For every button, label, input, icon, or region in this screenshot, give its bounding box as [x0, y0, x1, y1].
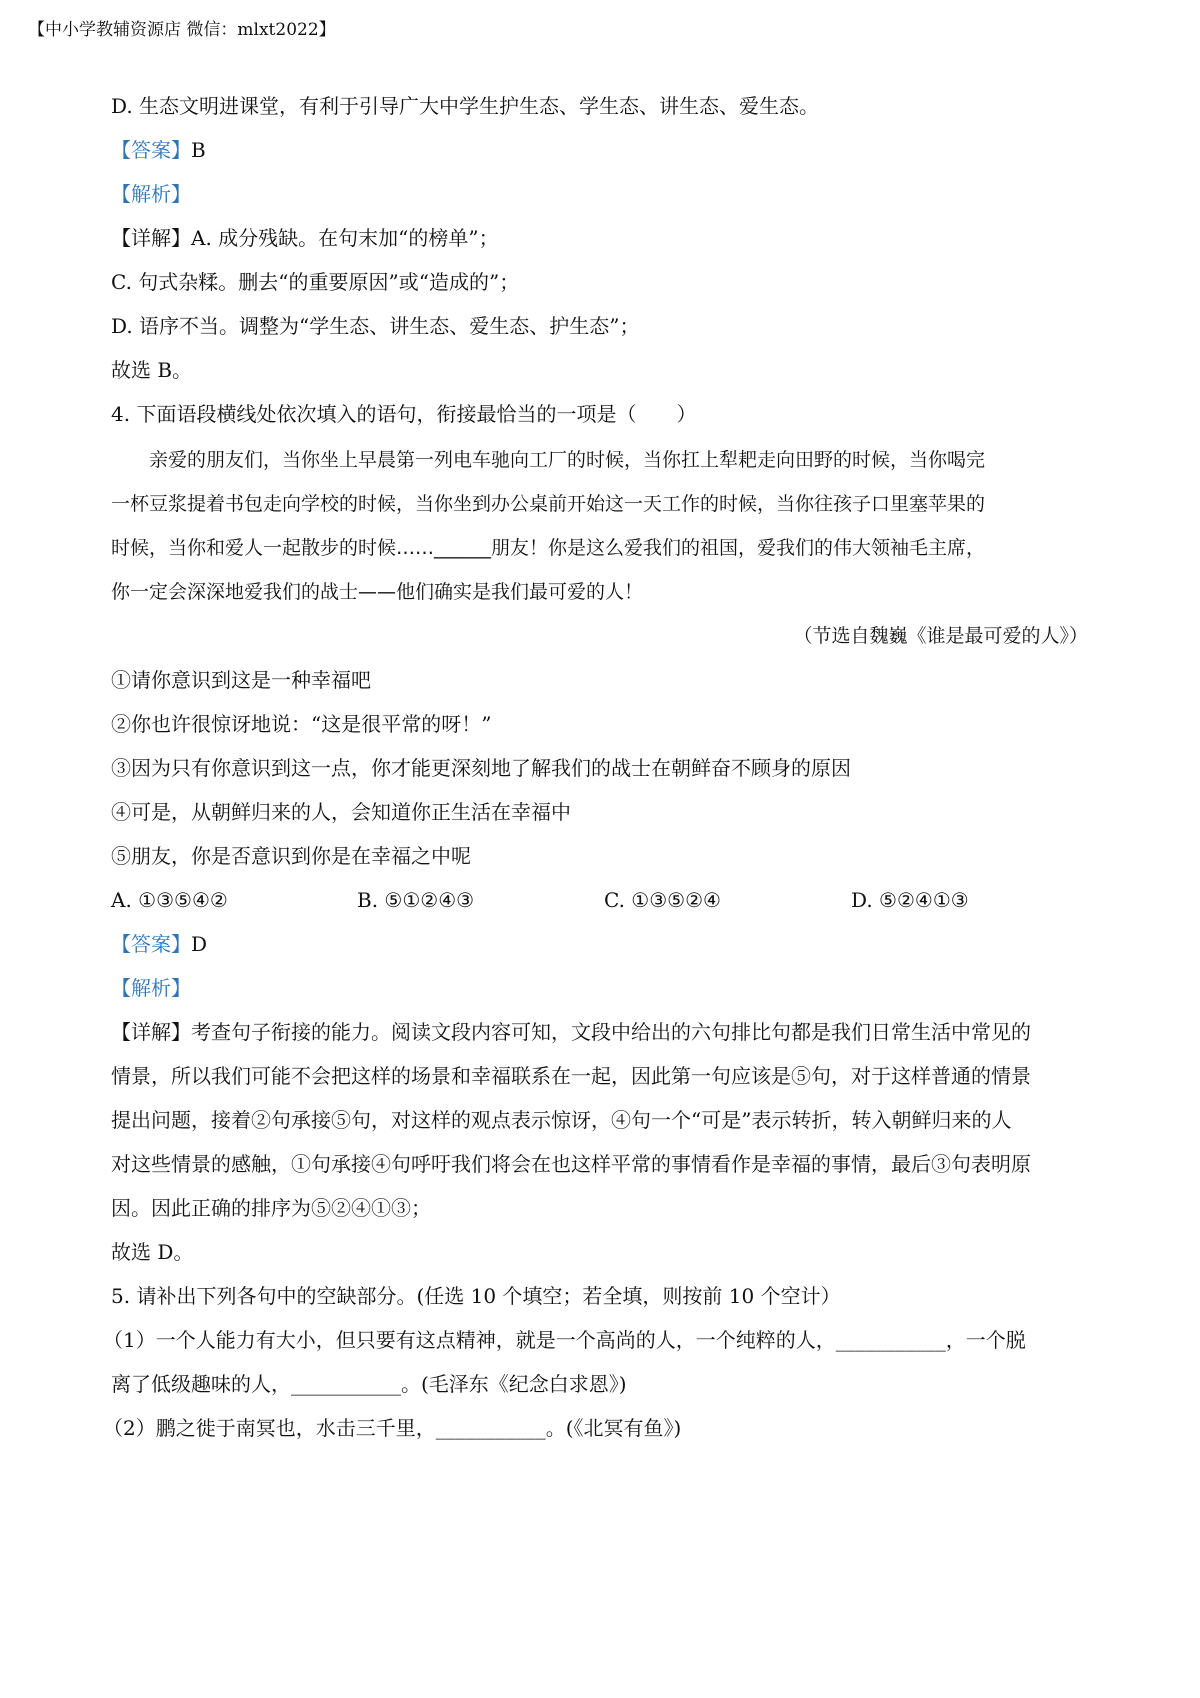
q4-option-a: A. ①③⑤④② — [111, 888, 228, 912]
q3-conclusion: 故选 B。 — [111, 358, 193, 382]
q4-analysis-tag: 【解析】 — [111, 976, 191, 1000]
q5-item-1-line-2: 离了低级趣味的人，___________。(毛泽东《纪念白求恩》) — [111, 1372, 627, 1396]
q4-answer: D — [191, 932, 208, 956]
q4-detail-line: 【详解】考查句子衔接的能力。阅读文段内容可知，文段中给出的六句排比句都是我们日常生活中常见的 — [111, 1020, 1031, 1044]
q3-detail-line-2: C. 句式杂糅。删去“的重要原因”或“造成的”； — [111, 270, 520, 294]
q4-sentence-3: ③因为只有你意识到这一点，你才能更深刻地了解我们的战士在朝鲜奋不顾身的原因 — [111, 756, 851, 780]
page-header: 【中小学教辅资源店 微信：mlxt2022】 — [28, 20, 336, 40]
answer-tag: 【答案】 — [111, 138, 191, 162]
q4-sentence-4: ④可是，从朝鲜归来的人，会知道你正生活在幸福中 — [111, 800, 571, 824]
q5-item-1-line-1: （1）一个人能力有大小，但只要有这点精神，就是一个高尚的人，一个纯粹的人，___________，一个脱 — [103, 1328, 1026, 1352]
q4-passage-line: 你一定会深深地爱我们的战士——他们确实是我们最可爱的人！ — [111, 581, 644, 603]
q4-source: （节选自魏巍《谁是最可爱的人》） — [793, 625, 1088, 647]
q4-answer-line — [111, 930, 207, 958]
q4-detail-line: 情景，所以我们可能不会把这样的场景和幸福联系在一起，因此第一句应该是⑤句，对于这样普通的情景 — [111, 1064, 1031, 1088]
q4-passage-line: 亲爱的朋友们，当你坐上早晨第一列电车驰向工厂的时候，当你扛上犁耙走向田野的时候，当你喝完 — [111, 449, 986, 471]
q4-option-c: C. ①③⑤②④ — [604, 888, 721, 912]
q3-option-d: D. 生态文明进课堂，有利于引导广大中学生护生态、学生态、讲生态、爱生态。 — [111, 94, 820, 118]
detail-tag: 【详解】 — [111, 1020, 191, 1044]
q4-stem: 4. 下面语段横线处依次填入的语句，衔接最恰当的一项是（ ） — [111, 402, 697, 426]
q4-detail-line: 对这些情景的感触，①句承接④句呼吁我们将会在也这样平常的事情看作是幸福的事情，最后③句表明原 — [111, 1152, 1031, 1176]
q3-answer: B — [191, 138, 206, 162]
q4-sentence-2: ②你也许很惊讶地说：“这是很平常的呀！” — [111, 712, 492, 736]
answer-tag: 【答案】 — [111, 932, 191, 956]
q4-passage-line: 一杯豆浆提着书包走向学校的时候，当你坐到办公桌前开始这一天工作的时候，当你往孩子口里塞苹果的 — [111, 493, 986, 515]
q3-answer-line — [111, 136, 206, 164]
q3-analysis-tag: 【解析】 — [111, 182, 191, 206]
q4-option-b: B. ⑤①②④③ — [357, 888, 475, 912]
q5-item-2: （2）鹏之徙于南冥也，水击三千里，___________。(《北冥有鱼》) — [103, 1416, 682, 1440]
q3-detail-line-3: D. 语序不当。调整为“学生态、讲生态、爱生态、护生态”； — [111, 314, 640, 338]
q3-detail-line-1: 【详解】A. 成分残缺。在句末加“的榜单”； — [111, 226, 499, 250]
q4-detail-line: 提出问题，接着②句承接⑤句，对这样的观点表示惊讶，④句一个“可是”表示转折，转入朝鲜归来的人 — [111, 1108, 1012, 1132]
q5-stem: 5. 请补出下列各句中的空缺部分。(任选 10 个填空；若全填，则按前 10 个空计） — [111, 1284, 841, 1308]
detail-tag: 【详解】 — [111, 226, 191, 250]
q4-option-d: D. ⑤②④①③ — [851, 888, 969, 912]
q4-sentence-1: ①请你意识到这是一种幸福吧 — [111, 668, 371, 692]
q4-conclusion: 故选 D。 — [111, 1240, 194, 1264]
q4-sentence-5: ⑤朋友，你是否意识到你是在幸福之中呢 — [111, 844, 471, 868]
q4-detail-line: 因。因此正确的排序为⑤②④①③； — [111, 1196, 431, 1220]
q4-passage-line: 时候，当你和爱人一起散步的时候……______朋友！你是这么爱我们的祖国，爱我们的伟大领袖毛主席， — [111, 537, 986, 559]
